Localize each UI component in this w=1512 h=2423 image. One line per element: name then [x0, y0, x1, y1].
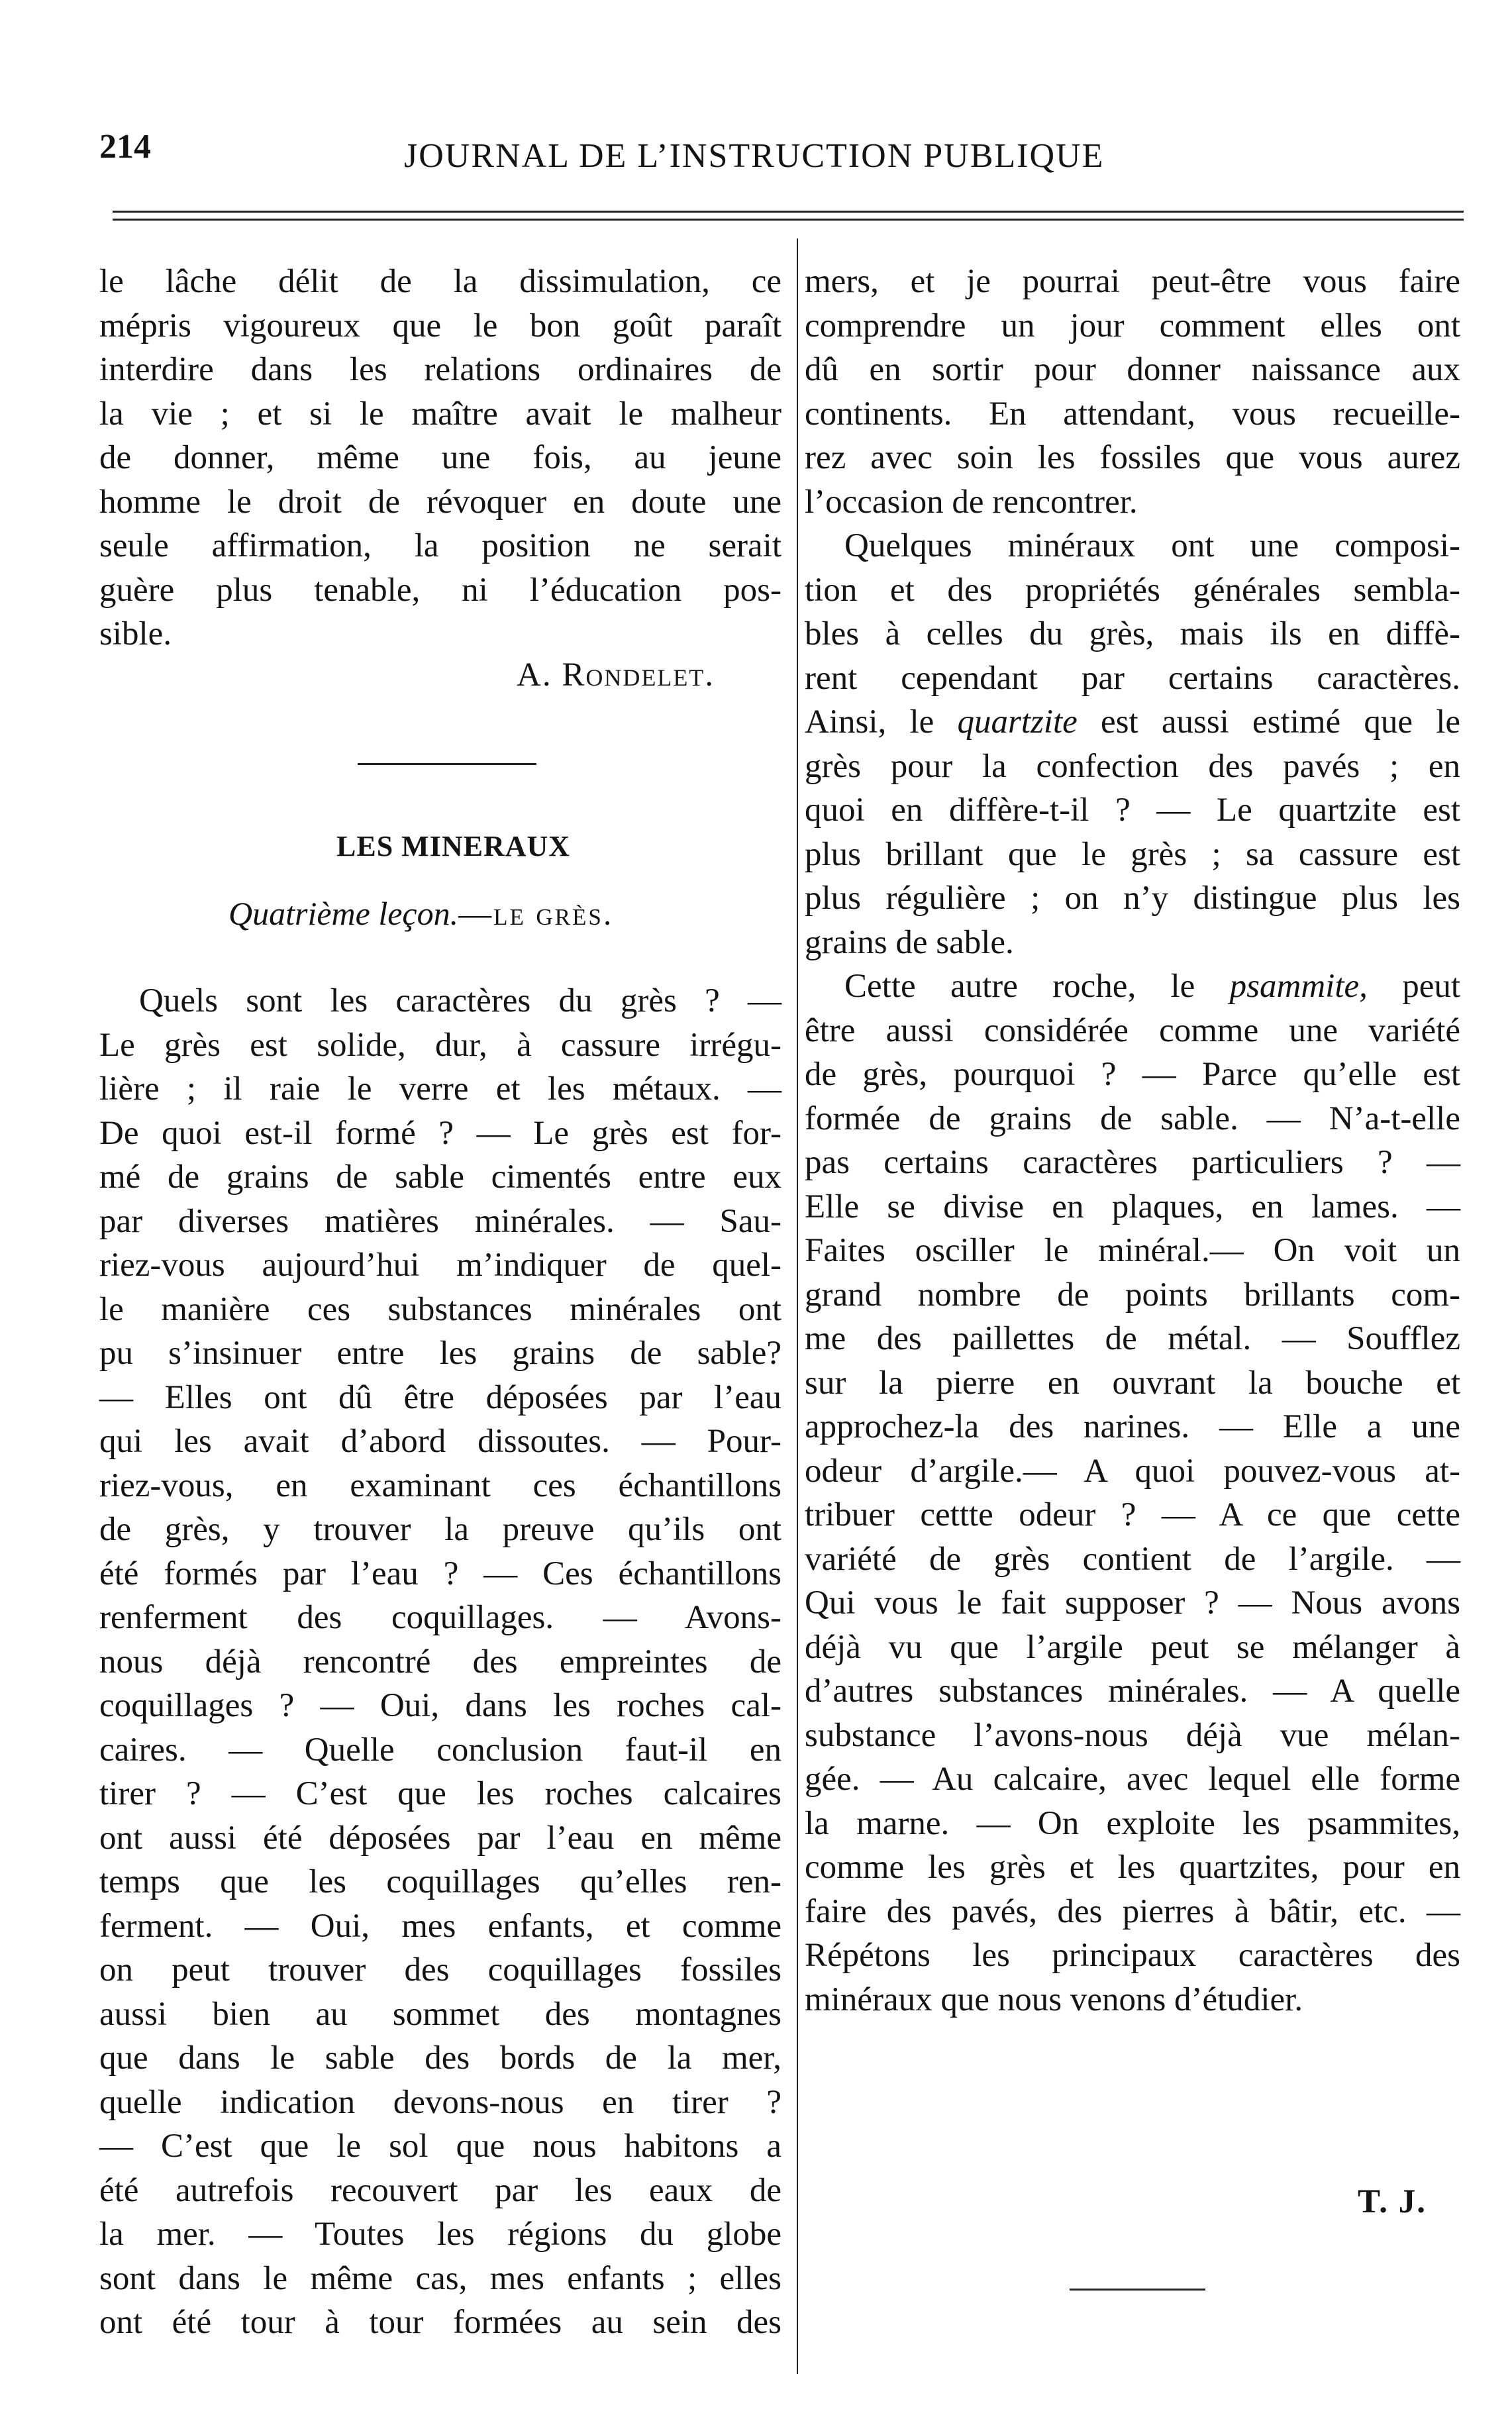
text-line: formée de grains de sable. — N’a-t-elle	[805, 1100, 1460, 1137]
text-line: la vie ; et si le maître avait le malheur	[99, 395, 781, 433]
text-line: pas certains caractères particuliers ? —	[805, 1144, 1460, 1181]
text-line: ont aussi été déposées par l’eau en même	[99, 1819, 781, 1857]
text-line: tion et des propriétés générales sembla-	[805, 571, 1460, 609]
header-rule-top	[113, 211, 1464, 213]
text-line: approchez-la des narines. — Elle a une	[805, 1408, 1460, 1445]
text-line: l’occasion de rencontrer.	[805, 483, 1138, 521]
running-title: JOURNAL DE L’INSTRUCTION PUBLIQUE	[404, 137, 1105, 175]
text-line: guère plus tenable, ni l’éducation pos-	[99, 571, 781, 609]
text-line: comprendre un jour comment elles ont	[805, 307, 1460, 344]
text-line: caires. — Quelle conclusion faut-il en	[99, 1731, 781, 1769]
text-line: mépris vigoureux que le bon goût paraît	[99, 307, 781, 344]
text-line: dû en sortir pour donner naissance aux	[805, 351, 1460, 388]
signature-tj: T. J.	[1358, 2183, 1427, 2220]
text-line: — Elles ont dû être déposées par l’eau	[99, 1378, 781, 1416]
text-fragment: Ainsi, le	[805, 703, 958, 741]
text-line: de grès, y trouver la preuve qu’ils ont	[99, 1511, 781, 1548]
section-title: LES MINERAUX	[336, 830, 571, 862]
text-line: interdire dans les relations ordinaires de	[99, 351, 781, 388]
text-line: Qui vous le fait supposer ? — Nous avons	[805, 1584, 1460, 1622]
text-line: comme les grès et les quartzites, pour en	[805, 1849, 1460, 1886]
text-fragment: peut	[1367, 968, 1460, 1005]
text-line: mers, et je pourrai peut-être vous faire	[805, 263, 1460, 300]
text-line: quelle indication devons-nous en tirer ?	[99, 2083, 781, 2121]
term-psammite: psammite,	[1229, 968, 1368, 1005]
text-line: grand nombre de points brillants com-	[805, 1276, 1460, 1314]
text-line: — C’est que le sol que nous habitons a	[99, 2128, 781, 2165]
text-line: lière ; il raie le verre et les métaux. —	[99, 1070, 781, 1108]
left-paragraph-1	[99, 260, 781, 656]
text-line: mé de grains de sable cimentés entre eux	[99, 1159, 781, 1196]
text-line: que dans le sable des bords de la mer,	[99, 2039, 781, 2077]
left-paragraph-2	[99, 979, 781, 2345]
header-rule-bottom	[113, 219, 1464, 221]
text-line: été autrefois recouvert par les eaux de	[99, 2171, 781, 2209]
signature-rondelet: A. Rondelet.	[517, 656, 715, 694]
text-line: De quoi est-il formé ? — Le grès est for-	[99, 1114, 781, 1152]
text-line: odeur d’argile.— A quoi pouvez-vous at-	[805, 1452, 1460, 1490]
text-line: été formés par l’eau ? — Ces échantillons	[99, 1555, 781, 1592]
text-line: continents. En attendant, vous recueille-	[805, 395, 1460, 433]
text-line: de donner, même une fois, au jeune	[99, 439, 781, 476]
text-line: bles à celles du grès, mais ils en diffè-	[805, 615, 1460, 652]
text-line: Faites osciller le minéral.— On voit un	[805, 1232, 1460, 1269]
text-line: rez avec soin les fossiles que vous aurez	[805, 439, 1460, 476]
text-line: faire des pavés, des pierres à bâtir, etc. —	[805, 1892, 1460, 1930]
end-rule	[1070, 2289, 1205, 2291]
text-line: qui les avait d’abord dissoutes. — Pour-	[99, 1423, 781, 1460]
text-line: riez-vous, en examinant ces échantillons	[99, 1467, 781, 1504]
text-line: ont été tour à tour formées au sein des	[99, 2304, 781, 2341]
text-line: ferment. — Oui, mes enfants, et comme	[99, 1907, 781, 1945]
text-line: renferment des coquillages. — Avons-	[99, 1599, 781, 1636]
text-fragment: est aussi estimé que le	[1077, 703, 1460, 741]
text-line: de grès, pourquoi ? — Parce qu’elle est	[805, 1056, 1460, 1093]
text-line: sur la pierre en ouvrant la bouche et	[805, 1364, 1460, 1402]
right-column-text	[805, 260, 1460, 2022]
text-line: aussi bien au sommet des montagnes	[99, 1995, 781, 2033]
text-line: riez-vous aujourd’hui m’indiquer de quel-	[99, 1247, 781, 1284]
text-line: rent cependant par certains caractères.	[805, 659, 1460, 697]
column-divider	[797, 238, 798, 2374]
text-line: me des paillettes de métal. — Soufflez	[805, 1320, 1460, 1357]
text-line: grès pour la confection des pavés ; en	[805, 747, 1460, 785]
term-quartzite: quartzite	[957, 703, 1078, 741]
text-line: Quelques minéraux ont une composi-	[844, 527, 1460, 564]
right-paragraph-2	[805, 524, 1460, 964]
text-line: temps que les coquillages qu’elles ren-	[99, 1863, 781, 1900]
text-line: homme le droit de révoquer en doute une	[99, 483, 781, 521]
text-line: la mer. — Toutes les régions du globe	[99, 2216, 781, 2253]
text-line: Répétons les principaux caractères des	[805, 1937, 1460, 1974]
text-line: le manière ces substances minérales ont	[99, 1290, 781, 1328]
text-line: sont dans le même cas, mes enfants ; elles	[99, 2259, 781, 2297]
right-paragraph-1	[805, 260, 1460, 524]
text-line: sible.	[99, 615, 172, 652]
text-line: plus brillant que le grès ; sa cassure est	[805, 835, 1460, 873]
lesson-subject: —le grès.	[458, 895, 614, 932]
text-line: pu s’insinuer entre les grains de sable?	[99, 1335, 781, 1372]
text-line: déjà vu que l’argile peut se mélanger à	[805, 1628, 1460, 1666]
text-line: la marne. — On exploite les psammites,	[805, 1804, 1460, 1842]
text-line: Le grès est solide, dur, à cassure irrégu-	[99, 1026, 781, 1064]
text-line	[805, 964, 1460, 1009]
text-line: d’autres substances minérales. — A quelle	[805, 1673, 1460, 1710]
page-number: 214	[99, 128, 151, 166]
text-line: nous déjà rencontré des empreintes de	[99, 1643, 781, 1680]
text-line	[805, 700, 1460, 745]
text-line: on peut trouver des coquillages fossiles	[99, 1951, 781, 1988]
text-line: seule affirmation, la position ne serait	[99, 527, 781, 564]
text-line: par diverses matières minérales. — Sau-	[99, 1202, 781, 1240]
text-line: grains de sable.	[805, 923, 1014, 961]
text-line: être aussi considérée comme une variété	[805, 1011, 1460, 1049]
text-line: minéraux que nous venons d’étudier.	[805, 1981, 1303, 2018]
lesson-number: Quatrième leçon.	[228, 895, 459, 932]
right-paragraph-3	[805, 964, 1460, 2022]
text-line: Elle se divise en plaques, en lames. —	[805, 1188, 1460, 1225]
text-line: variété de grès contient de l’argile. —	[805, 1540, 1460, 1578]
text-fragment: Cette autre roche, le	[844, 968, 1230, 1005]
lesson-heading	[228, 894, 613, 933]
section-separator	[358, 763, 536, 765]
text-line: quoi en diffère-t-il ? — Le quartzite est	[805, 792, 1460, 829]
text-line: plus régulière ; on n’y distingue plus les	[805, 880, 1460, 917]
text-line: tirer ? — C’est que les roches calcaires	[99, 1775, 781, 1812]
text-line: coquillages ? — Oui, dans les roches cal-	[99, 1687, 781, 1724]
text-line: substance l’avons-nous déjà vue mélan-	[805, 1716, 1460, 1754]
text-line: Quels sont les caractères du grès ? —	[139, 982, 781, 1019]
text-line: gée. — Au calcaire, avec lequel elle forme	[805, 1761, 1460, 1798]
text-line: le lâche délit de la dissimulation, ce	[99, 263, 781, 300]
text-line: tribuer cettte odeur ? — A ce que cette	[805, 1496, 1460, 1533]
